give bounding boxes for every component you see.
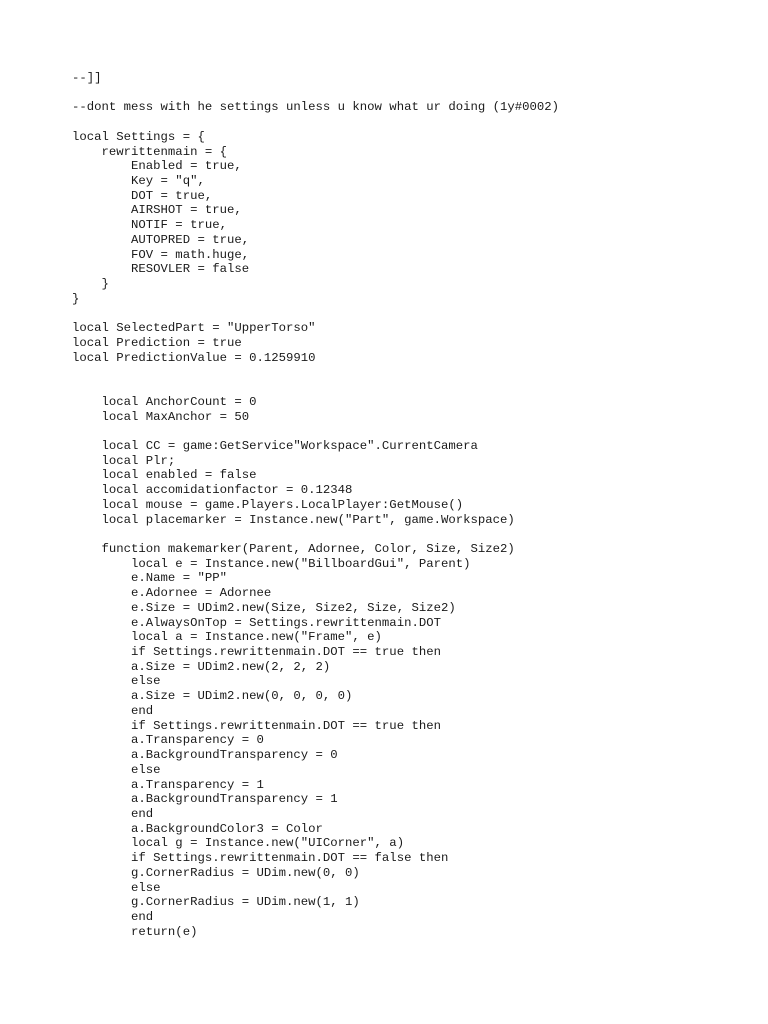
code-line: a.Transparency = 0 (72, 733, 264, 748)
code-line: local CC = game:GetService"Workspace".CurrentCamera (72, 438, 478, 453)
code-line: --dont mess with he settings unless u know what ur doing (1y#0002) (72, 100, 560, 115)
code-line: AIRSHOT = true, (72, 203, 242, 218)
code-line: else (72, 762, 161, 777)
code-line: else (72, 674, 161, 689)
code-line: local AnchorCount = 0 (72, 394, 257, 409)
code-line: } (72, 291, 80, 306)
code-line: local PredictionValue = 0.1259910 (72, 350, 316, 365)
code-line: a.BackgroundColor3 = Color (72, 821, 323, 836)
code-line: local SelectedPart = "UpperTorso" (72, 321, 316, 336)
code-line (72, 527, 752, 542)
code-line: if Settings.rewrittenmain.DOT == true then (72, 645, 441, 660)
code-line: g.CornerRadius = UDim.new(1, 1) (72, 895, 360, 910)
code-line: local accomidationfactor = 0.12348 (72, 483, 353, 498)
code-line: e.AlwaysOnTop = Settings.rewrittenmain.DOT (72, 615, 441, 630)
code-line: local enabled = false (72, 468, 257, 483)
code-line: --]] (72, 71, 102, 85)
code-line (72, 86, 752, 101)
code-line: local a = Instance.new("Frame", e) (72, 630, 382, 645)
code-line: e.Name = "PP" (72, 571, 227, 586)
code-line: AUTOPRED = true, (72, 232, 250, 247)
code-line: } (72, 277, 109, 292)
code-line: e.Adornee = Adornee (72, 586, 272, 601)
code-line (72, 307, 752, 322)
code-line: Enabled = true, (72, 159, 242, 174)
code-line: DOT = true, (72, 188, 213, 203)
code-line: if Settings.rewrittenmain.DOT == false then (72, 851, 449, 866)
code-line: a.BackgroundTransparency = 0 (72, 748, 338, 763)
code-line: local Plr; (72, 453, 176, 468)
code-line: rewrittenmain = { (72, 144, 227, 159)
code-line: local placemarker = Instance.new("Part", game.Workspace) (72, 512, 515, 527)
code-line: a.Size = UDim2.new(2, 2, 2) (72, 659, 331, 674)
code-line: if Settings.rewrittenmain.DOT == true then (72, 718, 441, 733)
code-line: Key = "q", (72, 174, 205, 189)
code-line: local MaxAnchor = 50 (72, 409, 250, 424)
code-line (72, 424, 752, 439)
code-line (72, 365, 752, 380)
code-line: end (72, 703, 154, 718)
code-line: e.Size = UDim2.new(Size, Size2, Size, Size2) (72, 600, 456, 615)
code-line: end (72, 909, 154, 924)
code-line: local Settings = { (72, 129, 205, 144)
code-line: g.CornerRadius = UDim.new(0, 0) (72, 865, 360, 880)
code-line: a.BackgroundTransparency = 1 (72, 792, 338, 807)
code-line: a.Transparency = 1 (72, 777, 264, 792)
code-line: RESOVLER = false (72, 262, 250, 277)
code-line (72, 380, 752, 395)
code-line: local Prediction = true (72, 335, 242, 350)
code-line: end (72, 806, 154, 821)
code-block (72, 71, 752, 939)
code-line: local mouse = game.Players.LocalPlayer:GetMouse() (72, 497, 464, 512)
code-line: a.Size = UDim2.new(0, 0, 0, 0) (72, 689, 353, 704)
code-line (72, 115, 752, 130)
code-line: return(e) (72, 924, 198, 939)
code-line: NOTIF = true, (72, 218, 227, 233)
code-line: else (72, 880, 161, 895)
code-line: local g = Instance.new("UICorner", a) (72, 836, 405, 851)
code-line: local e = Instance.new("BillboardGui", Parent) (72, 556, 471, 571)
code-line: function makemarker(Parent, Adornee, Color, Size, Size2) (72, 542, 515, 556)
code-line: FOV = math.huge, (72, 247, 250, 262)
